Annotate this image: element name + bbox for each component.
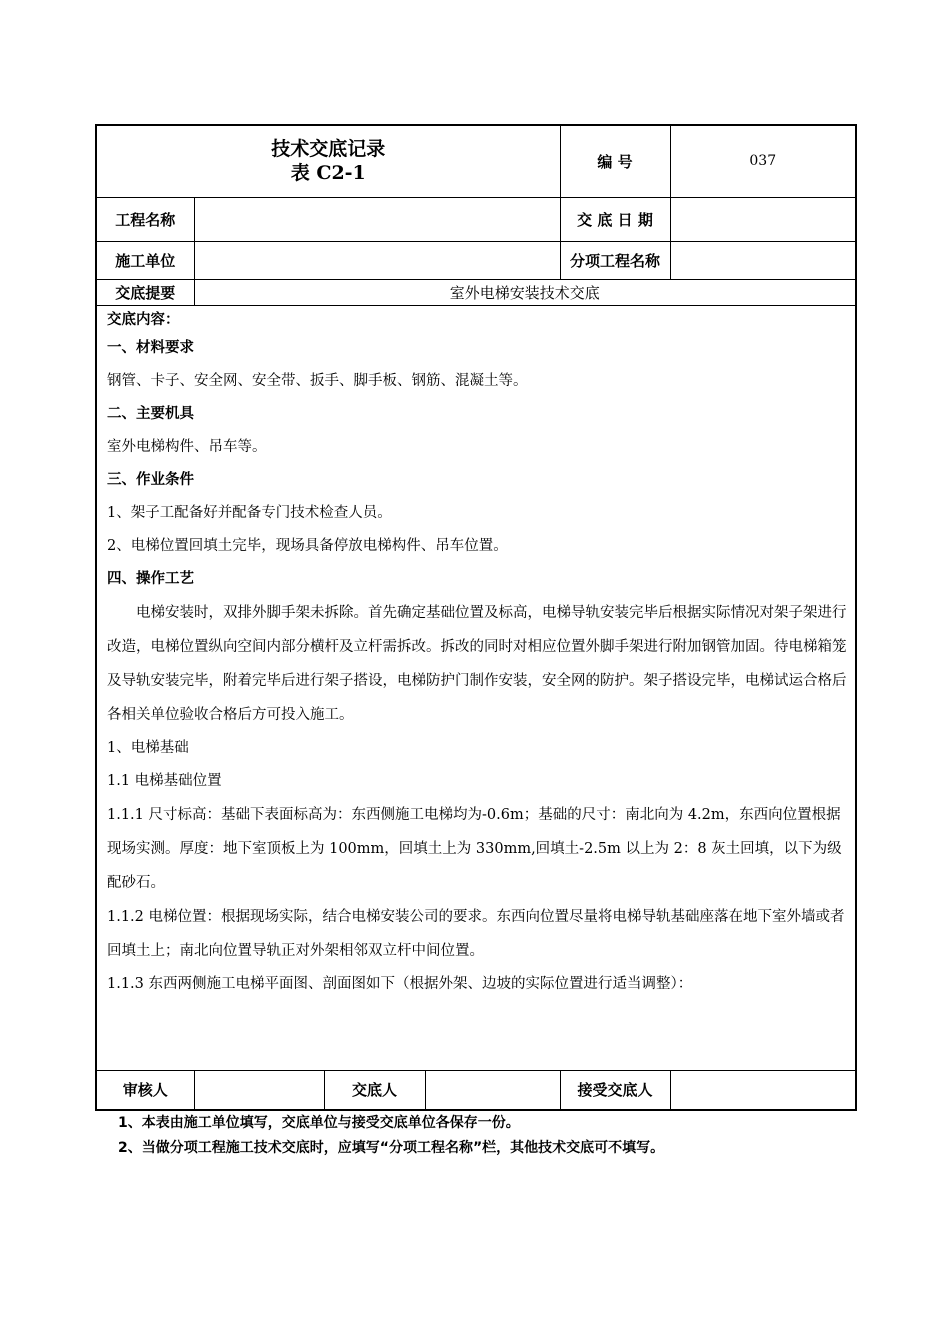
- date-field[interactable]: [670, 197, 856, 241]
- sub-project-field[interactable]: [670, 241, 856, 279]
- summary-value: 室外电梯安装技术交底: [194, 279, 856, 305]
- summary-label: 交底提要: [96, 279, 194, 305]
- header-row: [96, 125, 856, 197]
- receiver-label: 接受交底人: [560, 1070, 670, 1110]
- form-title-line1: 技术交底记录: [271, 138, 386, 161]
- number-value: 037: [670, 125, 856, 197]
- reviewer-label: 审核人: [96, 1070, 194, 1110]
- form-title: [96, 125, 560, 197]
- reviewer-field[interactable]: [194, 1070, 324, 1110]
- project-name-field[interactable]: [194, 197, 560, 241]
- project-name-label: 工程名称: [96, 197, 194, 241]
- content-row: [96, 305, 856, 1070]
- unit-row: [96, 241, 856, 279]
- section-4-1-1-3: 1.1.3 东西两侧施工电梯平面图、剖面图如下（根据外架、边坡的实际位置进行适当调整）：: [107, 975, 693, 992]
- note-2: 2、当做分项工程施工技术交底时，应填写“分项工程名称”栏，其他技术交底可不填写。: [118, 1140, 665, 1156]
- receiver-field[interactable]: [670, 1070, 856, 1110]
- section-1-text: 钢管、卡子、安全网、安全带、扳手、脚手板、钢筋、混凝土等。: [107, 372, 528, 389]
- section-4-1-1-2: 1.1.2 电梯位置：根据现场实际，结合电梯安装公司的要求。东西向位置尽量将电梯导轨基础座落在地下室外墙或者回填土上；南北向位置导轨正对外架相邻双立杆中间位置。: [107, 908, 845, 959]
- sub-project-label: 分项工程名称: [560, 241, 670, 279]
- presenter-field[interactable]: [425, 1070, 560, 1110]
- signature-row: [96, 1070, 856, 1110]
- section-4-1-1: 1.1 电梯基础位置: [107, 772, 222, 789]
- construction-unit-label: 施工单位: [96, 241, 194, 279]
- briefing-content: [96, 305, 856, 1070]
- section-4-1-1-1: 1.1.1 尺寸标高：基础下表面标高为：东西侧施工电梯均为-0.6m；基础的尺寸：南北向为 4.2m，东西向位置根据现场实测。厚度：地下室顶板上为 100mm，回填土上为 330mm,回填土-2.5m 以上为 2：8 灰土回填，以下为级配砂石。: [107, 806, 842, 891]
- summary-row: [96, 279, 856, 305]
- section-4-paragraph: 电梯安装时，双排外脚手架未拆除。首先确定基础位置及标高，电梯导轨安装完毕后根据实际情况对架子架进行改造，电梯位置纵向空间内部分横杆及立杆需拆改。拆改的同时对相应位置外脚手架进行附加钢管加固。待电梯箱笼及导轨安装完毕，附着完毕后进行架子搭设，电梯防护门制作安装，安全网的防护。架子搭设完毕，电梯试运合格后各相关单位验收合格后方可投入施工。: [107, 604, 847, 723]
- section-1-title: 一、材料要求: [107, 339, 194, 356]
- section-4-1: 1、电梯基础: [107, 739, 189, 756]
- technical-briefing-form: [95, 124, 857, 1111]
- note-1: 1、本表由施工单位填写，交底单位与接受交底单位各保存一份。: [118, 1115, 520, 1131]
- section-3-item-1: 1、架子工配备好并配备专门技术检查人员。: [107, 504, 392, 521]
- section-4-title: 四、操作工艺: [107, 570, 194, 587]
- section-3-item-2: 2、电梯位置回填土完毕，现场具备停放电梯构件、吊车位置。: [107, 537, 508, 554]
- section-2-text: 室外电梯构件、吊车等。: [107, 438, 267, 455]
- section-2-title: 二、主要机具: [107, 405, 194, 422]
- project-row: [96, 197, 856, 241]
- section-3-title: 三、作业条件: [107, 471, 194, 488]
- construction-unit-field[interactable]: [194, 241, 560, 279]
- form-title-line2: 表 C2-1: [290, 162, 366, 185]
- number-label: 编 号: [560, 125, 670, 197]
- form-notes: [118, 1111, 664, 1161]
- date-label: 交 底 日 期: [560, 197, 670, 241]
- content-intro: 交底内容：: [107, 311, 180, 328]
- presenter-label: 交底人: [324, 1070, 425, 1110]
